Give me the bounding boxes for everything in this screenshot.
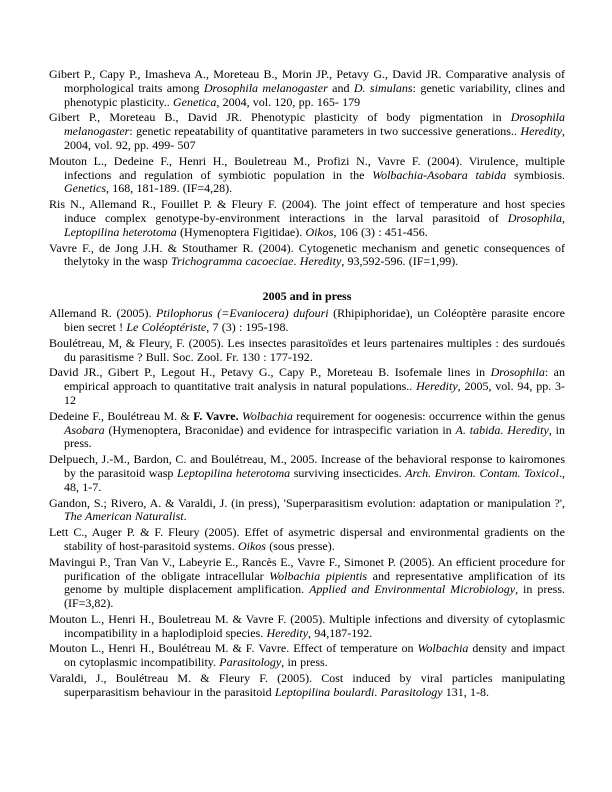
reference-italic-text: Leptopilina heterotoma [64, 224, 177, 239]
reference-italic-text: Arch. Environ. Contam. Toxicol [405, 465, 559, 480]
reference-text: density and impact on cytoplasmic incompatibility. [64, 641, 565, 670]
reference-entry [49, 410, 565, 451]
reference-text: Lett C., Auger P. & F. Fleury (2005). Effet of asymetric dispersal and environmental gradients on the stability of host-parasitoid systems. [49, 525, 565, 553]
reference-text: , 2004, vol. 120, pp. 165- 179 [216, 94, 361, 109]
reference-text: Dedeine F., Boulétreau M. & [49, 408, 194, 423]
reference-entry [49, 672, 565, 700]
reference-entry [49, 242, 565, 270]
reference-entry [49, 642, 565, 670]
section-heading-2005-and-in-press: 2005 and in press [262, 289, 352, 304]
reference-entry [49, 497, 565, 525]
reference-text: Mavingui P., Tran Van V., Labeyrie E., Rancès E., Vavre F., Simonet P. (2005). An efficient procedure for purification of the obligate intracellular [49, 554, 565, 583]
reference-italic-text: Genetica [173, 94, 217, 109]
reference-italic-text: Heredity [520, 124, 562, 139]
reference-entry [49, 613, 565, 641]
reference-entry [49, 198, 565, 239]
reference-text: , 94,187-192. [308, 625, 373, 640]
reference-italic-text: A. tabida [455, 422, 501, 437]
reference-italic-text: Parasitology [380, 684, 443, 699]
reference-entry [49, 155, 565, 196]
reference-text: ., 48, 1-7. [64, 465, 565, 494]
reference-italic-text: Oikos [305, 224, 334, 239]
reference-entry [49, 111, 565, 152]
reference-text: . [293, 254, 300, 269]
reference-text: (Hymenoptera Figitidae). [176, 224, 306, 239]
reference-text: . [183, 509, 187, 524]
reference-text: Mouton L., Henri H., Boulétreau M. & F. Vavre. Effect of temperature on [49, 641, 418, 656]
reference-entry [49, 556, 565, 611]
reference-italic-text: Heredity [416, 379, 458, 394]
reference-text: Boulétreau, M, & Fleury, F. (2005). Les insectes parasitoïdes et leurs partenaires multiples : des surdoués du parasitisme ? Bull. Soc. Zool. Fr. 130 : 177-192. [49, 335, 565, 364]
reference-entry [49, 366, 565, 407]
reference-bold-text: F. Vavre. [193, 408, 239, 423]
reference-italic-text: The American Naturalist [64, 509, 184, 524]
reference-text: , in press. [281, 655, 328, 670]
reference-text: Gandon, S.; Rivero, A. & Varaldi, J. (in press), 'Superparasitism evolution: adaptation or manipulation ?', [49, 495, 565, 510]
reference-italic-text: Wolbachia-Asobara tabida [372, 167, 507, 182]
reference-text: and representative amplification of its genome by multiple displacement amplification. [64, 568, 565, 597]
reference-italic-text: Wolbachia [417, 641, 469, 656]
reference-text: requirement for oogenesis: occurrence within the genus [292, 408, 565, 423]
reference-text: Delpuech, J.-M., Bardon, C. and Boulétreau, M., 2005. Increase of the behavioral response to kairomones by the parasitoid wasp [49, 452, 565, 480]
reference-italic-text: Drosophila melanogaster [64, 110, 565, 139]
reference-text: Gibert P., Moreteau B., David JR. Phenotypic plasticity of body pigmentation in [49, 110, 511, 125]
reference-text: Vavre F., de Jong J.H. & Stouthamer R. (2004). Cytogenetic mechanism and genetic consequences of thelytoky in the wasp [49, 240, 565, 269]
reference-italic-text: Parasitology [219, 655, 282, 670]
reference-italic-text: Applied and Environmental Microbiology [309, 582, 516, 597]
reference-text: symbiosis. [506, 167, 565, 182]
reference-text: (Hymenoptera, Braconidae) and evidence for intraspecific variation in [104, 422, 456, 437]
reference-text: (sous presse). [265, 538, 335, 553]
reference-italic-text: Oikos [237, 538, 266, 553]
reference-italic-text: Wolbachia pipientis [269, 568, 368, 583]
reference-italic-text: Asobara [64, 422, 105, 437]
reference-entry [49, 337, 565, 365]
reference-text: : genetic repeatability of quantitative parameters in two successive generations.. [129, 124, 521, 139]
reference-italic-text: Heredity [266, 625, 309, 640]
reference-text: and [327, 80, 354, 95]
reference-text: Mouton L., Dedeine F., Henri H., Bouletreau M., Profizi N., Vavre F. (2004). Virulence, multiple infections and regulation of symbiotic population in the [49, 153, 565, 182]
reference-section-2005-in-press [49, 307, 565, 700]
reference-italic-text: Heredity [507, 422, 549, 437]
reference-text: , 168, 181-189. (IF=4,28). [105, 181, 233, 196]
reference-text: Gibert P., Capy P., Imasheva A., Moreteau B., Morin JP., Petavy G., David JR. Comparative analysis of morphological traits among [49, 67, 565, 95]
reference-text: , in press. [64, 422, 565, 451]
reference-italic-text: Trichogramma cacoeciae [170, 254, 294, 269]
reference-text: . [500, 422, 508, 437]
reference-italic-text: Drosophila [490, 365, 545, 380]
reference-text: . [374, 684, 381, 699]
reference-text: David JR., Gibert P., Legout H., Petavy G., Capy P., Moreteau B. Isofemale lines in [49, 365, 491, 380]
reference-text: Mouton L., Henri H., Bouletreau M. & Vavre F. (2005). Multiple infections and diversity of cytoplasmic incompatibility in a haplodiploid species. [49, 611, 565, 640]
reference-italic-text: Ptilophorus (=Evaniocera) dufouri [156, 306, 329, 321]
reference-text: , 2005, vol. 94, pp. 3-12 [64, 379, 566, 407]
reference-italic-text: Le Coléoptériste [126, 319, 207, 334]
reference-italic-text: Genetics [64, 181, 106, 196]
reference-text: , [562, 210, 565, 225]
reference-text: 131, 1-8. [442, 684, 490, 699]
reference-italic-text: Heredity [299, 254, 342, 269]
reference-text: , in press. (IF=3,82). [64, 582, 565, 611]
reference-text: Ris N., Allemand R., Fouillet P. & Fleury F. (2004). The joint effect of temperature and host species induce complex genotype-by-environment interactions in the larval parasitoid of [49, 197, 565, 225]
reference-text: , 93,592-596. (IF=1,99). [341, 254, 459, 269]
reference-italic-text: Drosophila [507, 210, 562, 225]
reference-text: : genetic variability, clines and phenotypic plasticity.. [64, 80, 566, 109]
reference-text: , 106 (3) : 451-456. [333, 224, 428, 239]
reference-entry [49, 307, 565, 335]
reference-text: Allemand R. (2005). [49, 306, 157, 321]
reference-italic-text: D. simulans [353, 80, 413, 95]
reference-text: , 2004, vol. 92, pp. 499- 507 [64, 124, 565, 152]
reference-entry [49, 453, 565, 494]
reference-text: surviving insecticides. [290, 465, 406, 480]
reference-text: (Rhipiphoridae), un Coléoptère parasite encore bien secret ! [64, 306, 565, 334]
reference-section-2004 [49, 68, 565, 269]
reference-italic-text: Leptopilina heterotoma [177, 465, 291, 480]
reference-text: Varaldi, J., Boulétreau M. & Fleury F. (2005). Cost induced by viral particles manipulating superparasitism behaviour in the parasitoid [49, 671, 565, 699]
reference-text: , 7 (3) : 195-198. [206, 319, 289, 334]
reference-italic-text: Leptopilina boulardi [274, 684, 375, 699]
reference-italic-text: Wolbachia [241, 408, 293, 423]
reference-text: : an empirical approach to quantitative trait analysis in natural populations.. [64, 365, 565, 394]
reference-entry [49, 68, 565, 109]
reference-italic-text: Drosophila melanogaster [203, 80, 328, 95]
reference-entry [49, 526, 565, 554]
